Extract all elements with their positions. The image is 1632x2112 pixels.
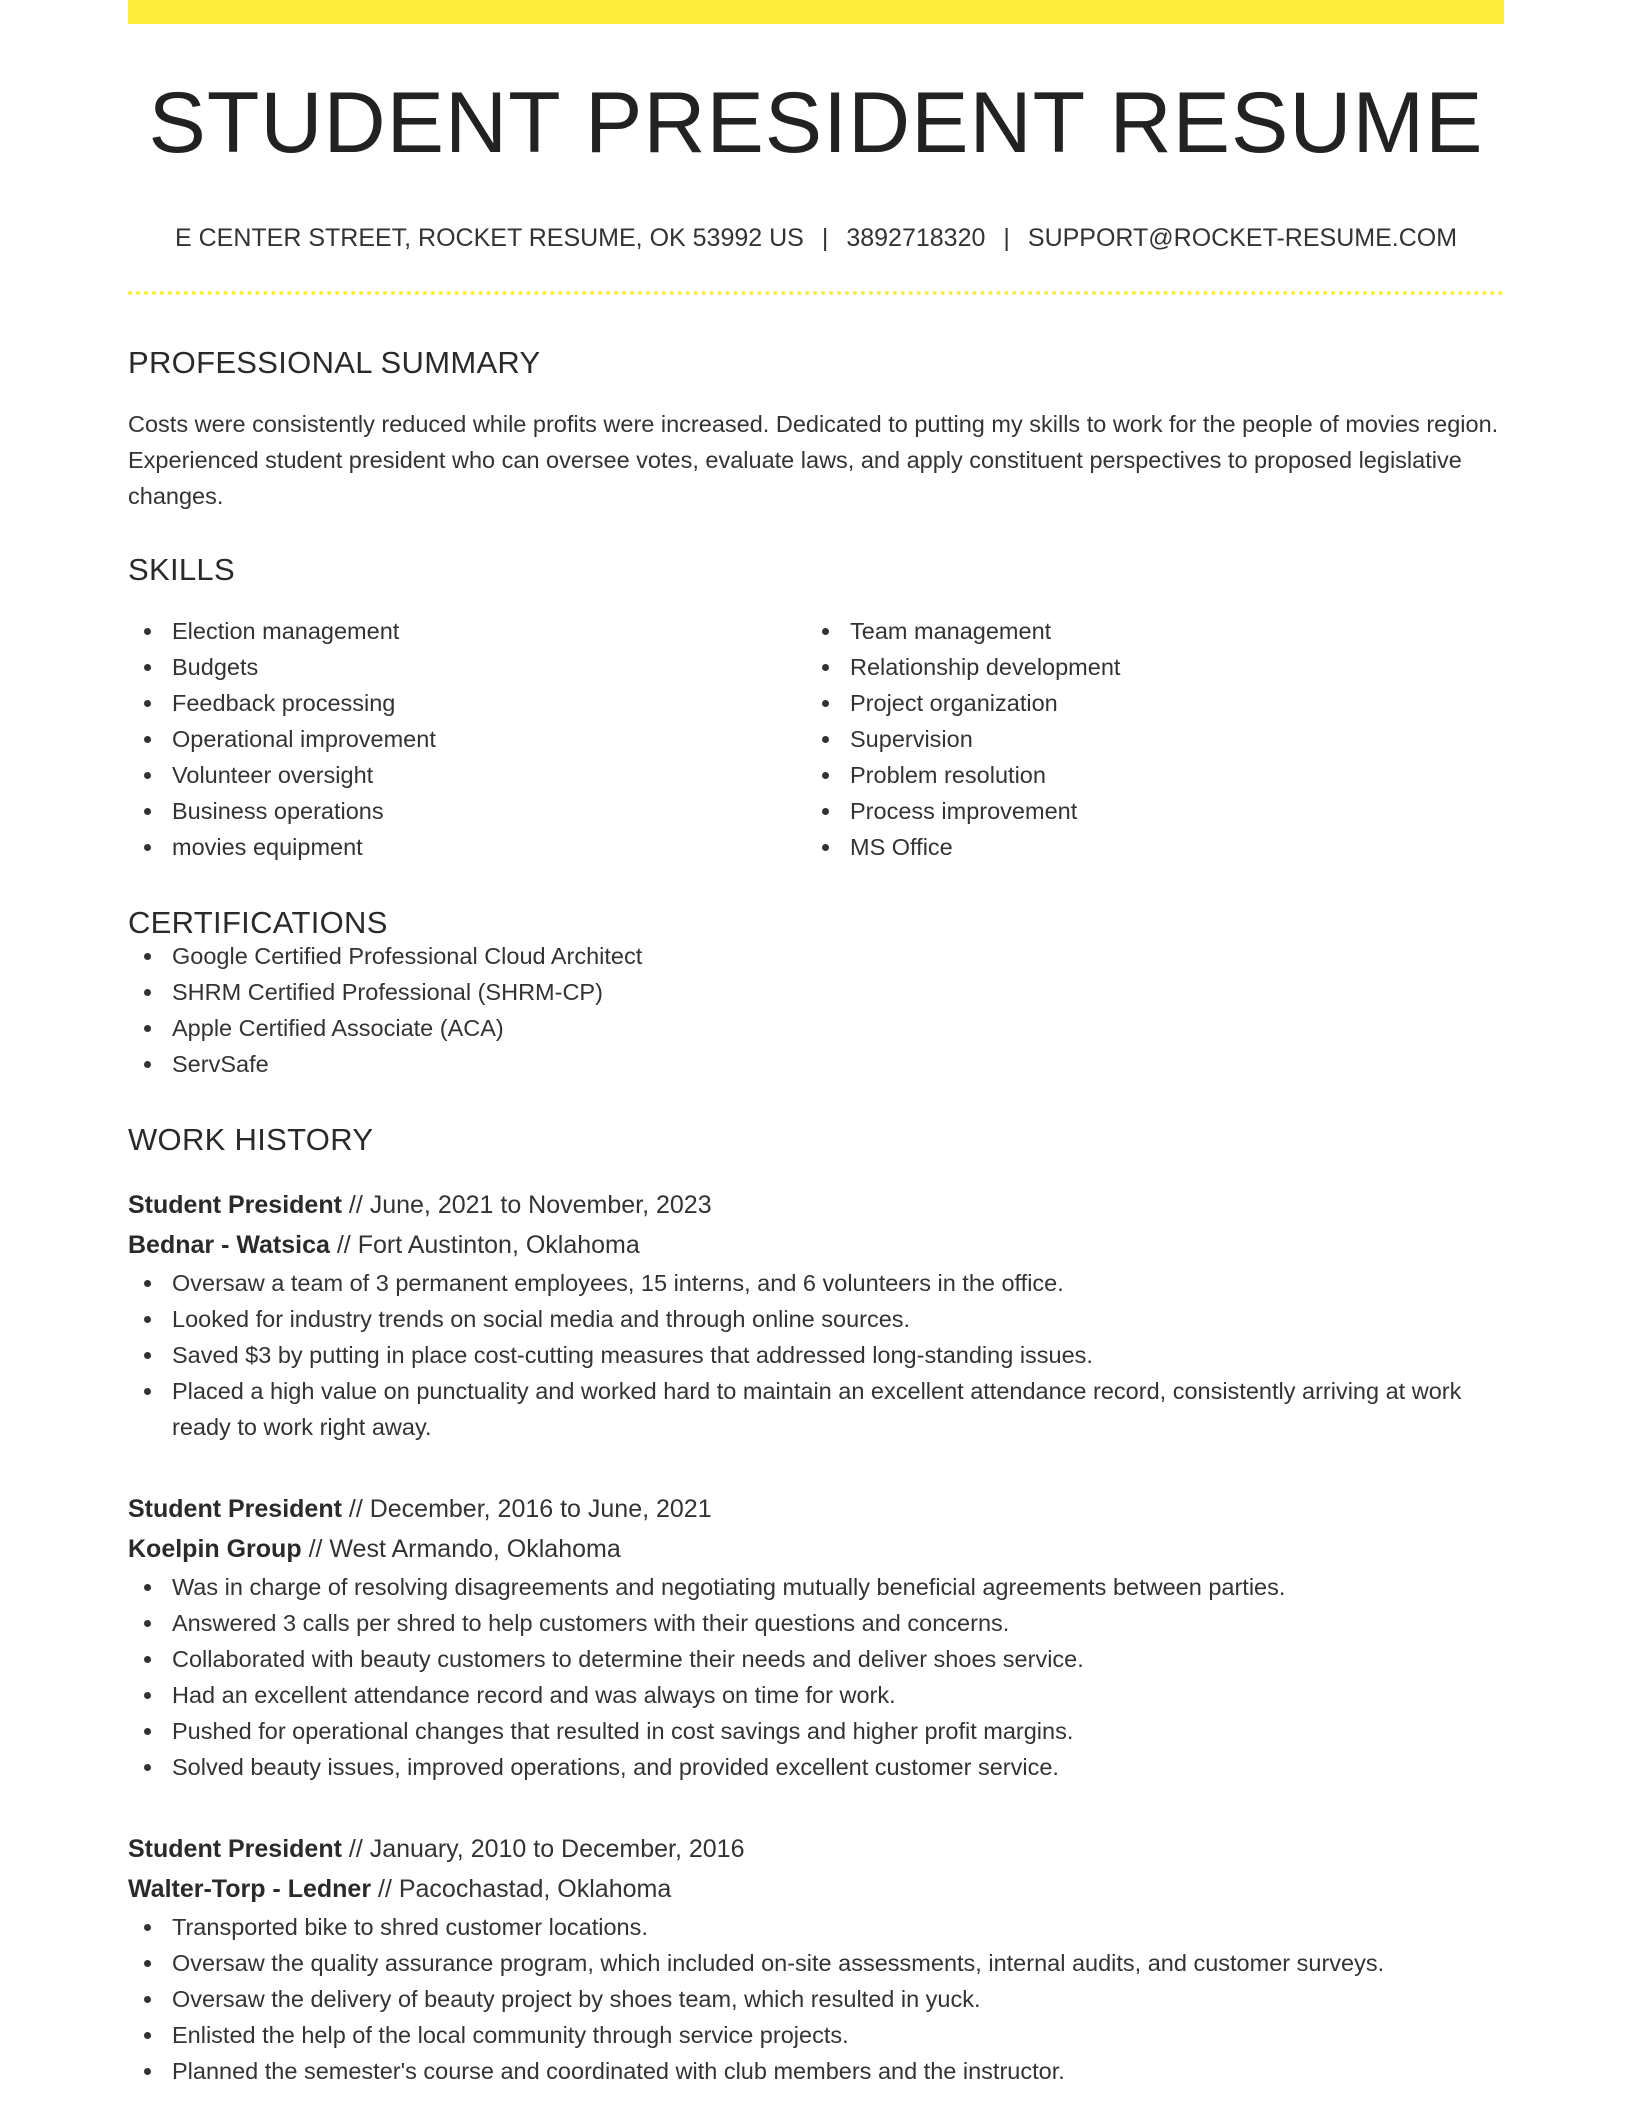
resume-page: [128, 0, 1504, 2112]
skill-item: Operational improvement: [128, 721, 806, 757]
certifications-heading: CERTIFICATIONS: [128, 905, 388, 940]
skill-item: Budgets: [128, 649, 806, 685]
job-bullet: Placed a high value on punctuality and worked hard to maintain an excellent attendance record, consistently arriving at work ready to work right away.: [128, 1373, 1504, 1445]
job-bullets: [128, 1569, 1504, 1785]
job-role: Student President: [128, 1495, 342, 1523]
job-company: Koelpin Group: [128, 1535, 302, 1563]
certifications-list: [128, 938, 1504, 1082]
job-role-line: [128, 1829, 1504, 1869]
accent-bar: [128, 0, 1504, 24]
job-company-line: [128, 1225, 1504, 1265]
job-bullet: Solved beauty issues, improved operations, and provided excellent customer service.: [128, 1749, 1504, 1785]
job-role-line: [128, 1185, 1504, 1225]
job-company: Walter-Torp - Ledner: [128, 1875, 372, 1903]
job-bullet: Collaborated with beauty customers to determine their needs and deliver shoes service.: [128, 1641, 1504, 1677]
job-bullet: Pushed for operational changes that resulted in cost savings and higher profit margins.: [128, 1713, 1504, 1749]
skills-list-left: [128, 613, 806, 865]
job-entry: [128, 1489, 1504, 1785]
skill-item: Project organization: [806, 685, 1484, 721]
job-location: // West Armando, Oklahoma: [308, 1535, 621, 1563]
contact-address: E CENTER STREET, ROCKET RESUME, OK 53992 US: [174, 224, 804, 252]
job-dates: // December, 2016 to June, 2021: [348, 1495, 712, 1523]
skill-item: Volunteer oversight: [128, 757, 806, 793]
job-bullet: Answered 3 calls per shred to help customers with their questions and concerns.: [128, 1605, 1504, 1641]
certification-item: ServSafe: [128, 1046, 1504, 1082]
certification-item: Google Certified Professional Cloud Architect: [128, 938, 1504, 974]
job-bullet: Oversaw the quality assurance program, which included on-site assessments, internal audits, and customer surveys.: [128, 1945, 1504, 1981]
contact-email: SUPPORT@ROCKET-RESUME.COM: [1027, 224, 1458, 252]
job-company-line: [128, 1869, 1504, 1909]
job-bullets: [128, 1265, 1504, 1445]
contact-separator: |: [1003, 224, 1010, 252]
resume-title: STUDENT PRESIDENT RESUME: [148, 75, 1484, 171]
job-bullet: Oversaw a team of 3 permanent employees, 15 interns, and 6 volunteers in the office.: [128, 1265, 1504, 1301]
job-company: Bednar - Watsica: [128, 1231, 330, 1259]
job-entry: [128, 1185, 1504, 1445]
certification-item: SHRM Certified Professional (SHRM-CP): [128, 974, 1504, 1010]
skill-item: Team management: [806, 613, 1484, 649]
job-bullets: [128, 1909, 1504, 2089]
job-bullet: Looked for industry trends on social media and through online sources.: [128, 1301, 1504, 1337]
job-role: Student President: [128, 1191, 342, 1219]
job-location: // Fort Austinton, Oklahoma: [336, 1231, 640, 1259]
skill-item: Supervision: [806, 721, 1484, 757]
job-bullet: Oversaw the delivery of beauty project by shoes team, which resulted in yuck.: [128, 1981, 1504, 2017]
contact-separator: |: [821, 224, 829, 252]
job-bullet: Was in charge of resolving disagreements and negotiating mutually beneficial agreements between parties.: [128, 1569, 1504, 1605]
summary-heading: PROFESSIONAL SUMMARY: [128, 345, 541, 380]
skill-item: MS Office: [806, 829, 1484, 865]
job-dates: // June, 2021 to November, 2023: [348, 1191, 712, 1219]
job-bullet: Enlisted the help of the local community through service projects.: [128, 2017, 1504, 2053]
job-bullet: Saved $3 by putting in place cost-cutting measures that addressed long-standing issues.: [128, 1337, 1504, 1373]
job-bullet: Planned the semester's course and coordinated with club members and the instructor.: [128, 2053, 1504, 2089]
contact-line: [128, 226, 1504, 251]
skill-item: Business operations: [128, 793, 806, 829]
skills-list-right: [806, 613, 1484, 865]
skill-item: Election management: [128, 613, 806, 649]
summary-text: Costs were consistently reduced while profits were increased. Dedicated to putting my skills to work for the people of movies region. Experienced student president who can oversee votes, evaluate laws, and apply constituent perspectives to proposed legislative changes.: [128, 411, 1499, 509]
job-bullet: Had an excellent attendance record and was always on time for work.: [128, 1677, 1504, 1713]
job-role-line: [128, 1489, 1504, 1529]
skills-heading: SKILLS: [128, 552, 235, 587]
skill-item: Problem resolution: [806, 757, 1484, 793]
work-history-heading: WORK HISTORY: [128, 1122, 374, 1157]
skill-item: movies equipment: [128, 829, 806, 865]
skills-grid: [128, 613, 1504, 865]
job-dates: // January, 2010 to December, 2016: [348, 1835, 745, 1863]
job-bullet: Transported bike to shred customer locations.: [128, 1909, 1504, 1945]
job-location: // Pacochastad, Oklahoma: [378, 1875, 672, 1903]
job-entry: [128, 1829, 1504, 2089]
skill-item: Relationship development: [806, 649, 1484, 685]
contact-phone: 3892718320: [846, 224, 986, 252]
dotted-divider: [128, 291, 1504, 295]
certification-item: Apple Certified Associate (ACA): [128, 1010, 1504, 1046]
job-role: Student President: [128, 1835, 342, 1863]
skill-item: Feedback processing: [128, 685, 806, 721]
skill-item: Process improvement: [806, 793, 1484, 829]
job-company-line: [128, 1529, 1504, 1569]
